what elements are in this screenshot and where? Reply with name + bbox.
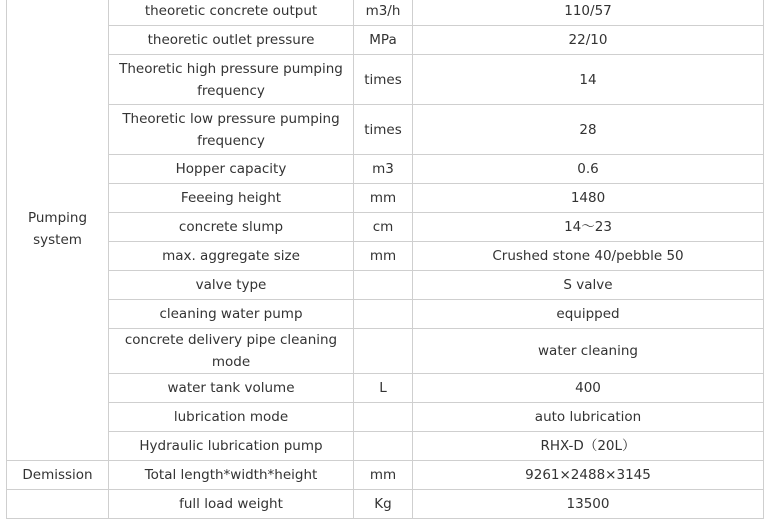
param-cell: Theoretic high pressure pumping frequency (109, 55, 354, 105)
unit-cell (354, 271, 413, 300)
param-cell: lubrication mode (109, 403, 354, 432)
value-cell: 1480 (413, 184, 764, 213)
value-cell: 22/10 (413, 26, 764, 55)
unit-cell: m3 (354, 155, 413, 184)
param-cell: theoretic outlet pressure (109, 26, 354, 55)
group-cell-empty (7, 490, 109, 519)
param-cell: Hydraulic lubrication pump (109, 432, 354, 461)
value-cell: auto lubrication (413, 403, 764, 432)
table-row (7, 213, 764, 242)
table-row (7, 403, 764, 432)
param-cell: Theoretic low pressure pumping frequency (109, 105, 354, 155)
value-cell: RHX-D（20L） (413, 432, 764, 461)
value-cell: 14 (413, 55, 764, 105)
value-cell: 28 (413, 105, 764, 155)
param-cell: concrete slump (109, 213, 354, 242)
param-cell: cleaning water pump (109, 300, 354, 329)
value-cell: equipped (413, 300, 764, 329)
param-cell: full load weight (109, 490, 354, 519)
unit-cell: m3/h (354, 0, 413, 26)
group-cell-pumping: Pumping system (7, 0, 109, 461)
spec-table-body (7, 0, 764, 519)
unit-cell: times (354, 55, 413, 105)
value-cell: 110/57 (413, 0, 764, 26)
table-row (7, 432, 764, 461)
table-row (7, 242, 764, 271)
unit-cell: L (354, 374, 413, 403)
value-cell: Crushed stone 40/pebble 50 (413, 242, 764, 271)
param-cell: Hopper capacity (109, 155, 354, 184)
unit-cell (354, 403, 413, 432)
param-cell: theoretic concrete output (109, 0, 354, 26)
value-cell: 9261×2488×3145 (413, 461, 764, 490)
unit-cell: times (354, 105, 413, 155)
table-row (7, 155, 764, 184)
table-row (7, 374, 764, 403)
value-cell: 0.6 (413, 155, 764, 184)
table-row (7, 184, 764, 213)
table-row (7, 300, 764, 329)
unit-cell: mm (354, 461, 413, 490)
table-row (7, 105, 764, 155)
table-row (7, 271, 764, 300)
table-row (7, 461, 764, 490)
unit-cell (354, 432, 413, 461)
unit-cell (354, 329, 413, 374)
unit-cell: mm (354, 242, 413, 271)
unit-cell: Kg (354, 490, 413, 519)
unit-cell: mm (354, 184, 413, 213)
group-cell-dimension: Demission (7, 461, 109, 490)
value-cell: 13500 (413, 490, 764, 519)
param-cell: concrete delivery pipe cleaning mode (109, 329, 354, 374)
value-cell: 400 (413, 374, 764, 403)
value-cell: water cleaning (413, 329, 764, 374)
table-row (7, 55, 764, 105)
value-cell: S valve (413, 271, 764, 300)
param-cell: Feeeing height (109, 184, 354, 213)
param-cell: valve type (109, 271, 354, 300)
table-row (7, 490, 764, 519)
table-row (7, 0, 764, 26)
param-cell: water tank volume (109, 374, 354, 403)
table-row (7, 26, 764, 55)
param-cell: Total length*width*height (109, 461, 354, 490)
param-cell: max. aggregate size (109, 242, 354, 271)
unit-cell: MPa (354, 26, 413, 55)
spec-table (6, 0, 764, 519)
value-cell: 14～23 (413, 213, 764, 242)
unit-cell (354, 300, 413, 329)
unit-cell: cm (354, 213, 413, 242)
table-row (7, 329, 764, 374)
